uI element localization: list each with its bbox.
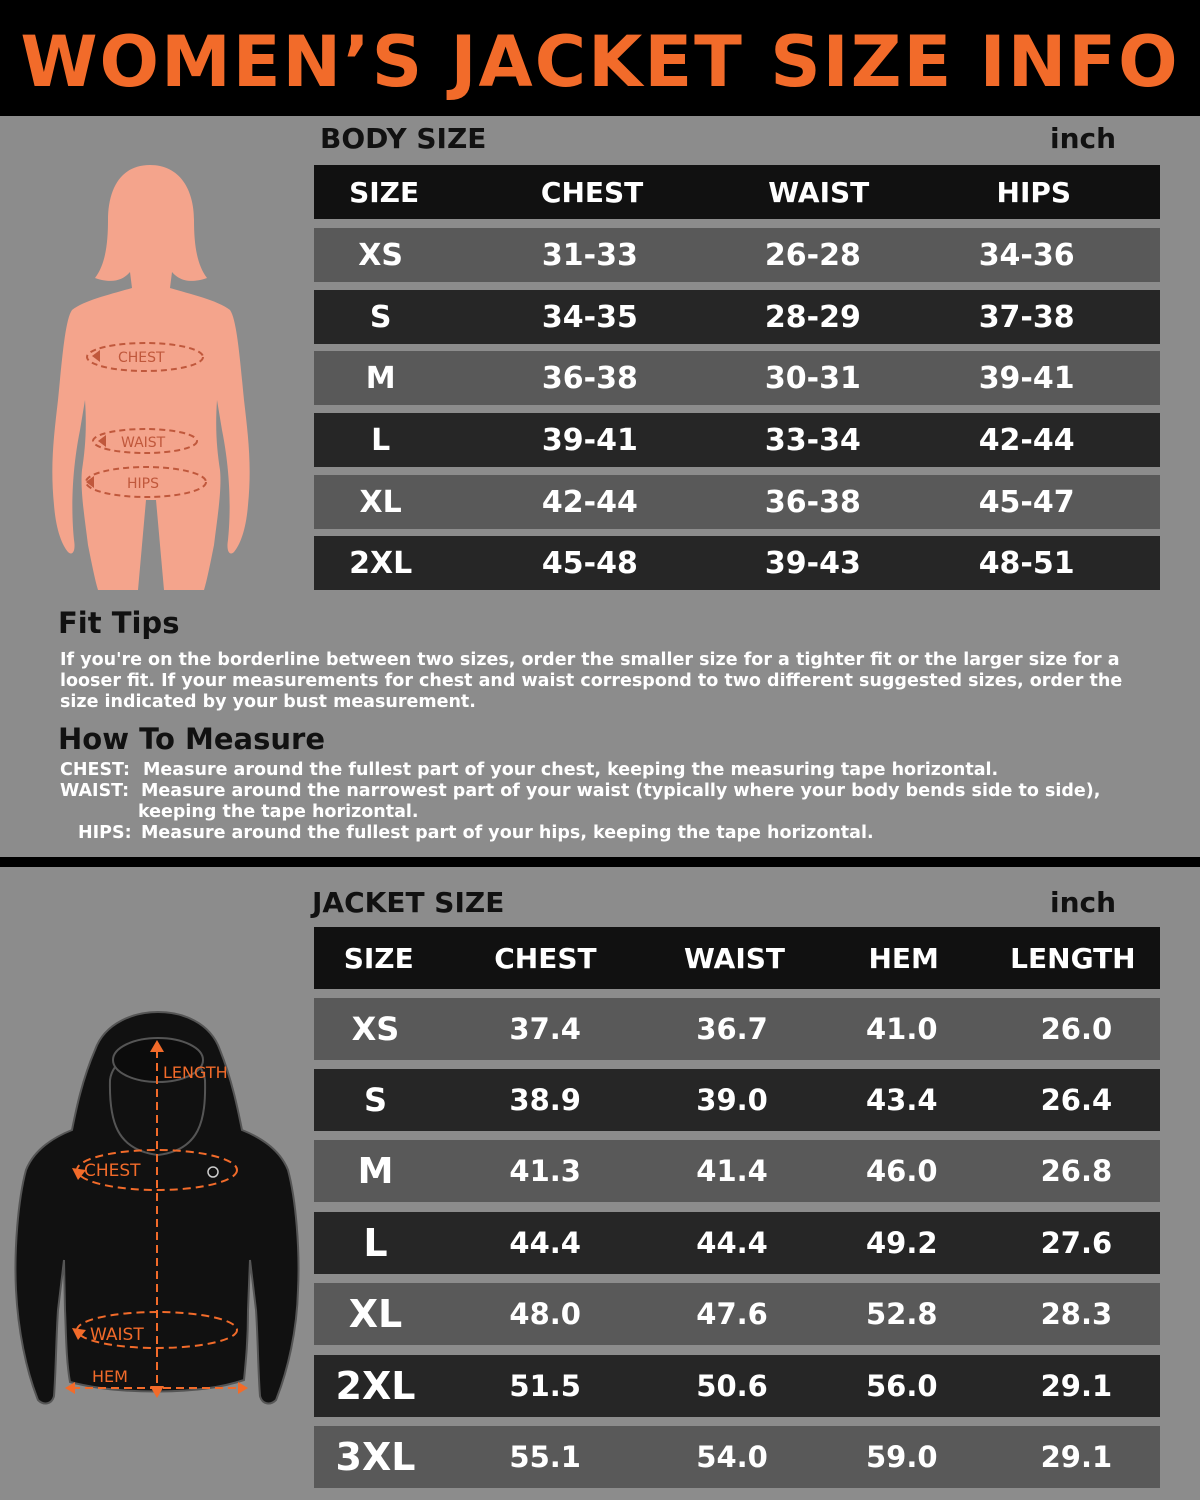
fit-tips-title: Fit Tips [58,606,180,640]
figure-hips-label: HIPS [127,476,159,492]
chest-cell: 34-35 [541,299,638,335]
jacket-size-header-row [314,927,1160,989]
length-cell: 28.3 [1040,1297,1113,1331]
hips-cell: 42-44 [978,422,1075,458]
table-row [314,1426,1160,1488]
size-cell: 2XL [335,1364,416,1408]
measure-chest-text: Measure around the fullest part of your chest, keeping the measuring tape horizontal. [143,760,999,780]
hips-cell: 34-36 [978,237,1075,273]
size-cell: S [369,299,392,335]
table-row [314,351,1160,405]
table-row [314,1355,1160,1417]
waist-cell: 47.6 [696,1297,768,1331]
table-row [314,413,1160,467]
length-cell: 29.1 [1040,1440,1113,1474]
table-row [314,475,1160,529]
waist-cell: 50.6 [696,1369,768,1403]
chest-cell: 37.4 [509,1012,581,1046]
table-row [314,536,1160,590]
table-row [314,998,1160,1060]
header-banner [0,0,1200,116]
hem-cell: 46.0 [865,1154,938,1188]
hem-cell: 49.2 [865,1226,938,1260]
section-divider [0,857,1200,867]
page-title: WOMEN’S JACKET SIZE INFO [20,21,1180,103]
size-cell: 3XL [335,1435,416,1479]
figure-waist-label: WAIST [121,435,166,451]
measure-chest-label: CHEST: [60,760,131,780]
chest-cell: 42-44 [541,484,638,520]
waist-cell: 39-43 [764,545,861,581]
size-cell: L [363,1221,388,1265]
body-size-header-row [314,165,1160,219]
length-cell: 29.1 [1040,1369,1113,1403]
waist-cell: 30-31 [764,360,861,396]
waist-cell: 39.0 [696,1083,768,1117]
table-row [314,1283,1160,1345]
hem-cell: 43.4 [865,1083,938,1117]
chest-cell: 51.5 [509,1369,581,1403]
table-row [314,1140,1160,1202]
body-silhouette-figure [40,160,270,595]
body-size-unit: inch [1050,122,1117,155]
table-row [314,290,1160,344]
hips-cell: 48-51 [978,545,1075,581]
measure-hips-text: Measure around the fullest part of your hips, keeping the tape horizontal. [141,823,874,843]
size-cell: S [363,1081,387,1119]
chest-cell: 41.3 [509,1154,581,1188]
jacket-size-unit: inch [1050,886,1117,919]
jacket-header-hem: HEM [868,941,939,975]
body-header-waist: WAIST [768,175,870,209]
measure-waist-label: WAIST: [60,781,130,801]
chest-cell: 39-41 [541,422,638,458]
hem-cell: 56.0 [865,1369,938,1403]
fit-tips-text: If you're on the borderline between two sizes, order the smaller size for a tighter fit or the larger size for a looser fit. If your measurements for chest and waist correspond to two different suggested sizes, order the size indicated by your bust measurement. [60,650,1123,712]
size-cell: XL [359,484,402,520]
figure-hem-label: HEM [92,1367,128,1386]
hem-cell: 41.0 [865,1012,938,1046]
table-row [314,1212,1160,1274]
jacket-header-chest: CHEST [494,941,597,975]
measure-hips-label: HIPS: [78,823,132,843]
waist-cell: 33-34 [764,422,861,458]
size-cell: 2XL [349,545,413,581]
waist-cell: 36.7 [696,1012,768,1046]
table-row [314,1069,1160,1131]
waist-cell: 36-38 [764,484,861,520]
chest-cell: 48.0 [509,1297,581,1331]
body-header-size: SIZE [349,175,420,209]
hips-cell: 37-38 [978,299,1075,335]
size-cell: XL [348,1292,403,1336]
figure-chest-label: CHEST [84,1161,141,1181]
measure-waist-text: Measure around the narrowest part of your waist (typically where your body bends side to side), [141,781,1101,801]
chest-cell: 38.9 [509,1083,581,1117]
chest-cell: 55.1 [509,1440,581,1474]
length-cell: 26.0 [1040,1012,1113,1046]
hem-cell: 59.0 [865,1440,938,1474]
figure-length-label: LENGTH [163,1063,228,1082]
length-cell: 26.4 [1040,1083,1113,1117]
length-cell: 27.6 [1040,1226,1113,1260]
figure-waist-label: WAIST [90,1325,144,1345]
length-cell: 26.8 [1040,1154,1113,1188]
size-cell: L [371,422,391,458]
chest-cell: 36-38 [541,360,638,396]
measure-waist-text-continued: keeping the tape horizontal. [138,802,419,822]
chest-cell: 44.4 [509,1226,581,1260]
table-row [314,228,1160,282]
hips-cell: 39-41 [978,360,1075,396]
jacket-illustration [10,1010,305,1410]
chest-cell: 31-33 [541,237,638,273]
size-cell: M [365,360,396,396]
waist-cell: 26-28 [764,237,861,273]
size-cell: XS [351,1010,400,1048]
hips-cell: 45-47 [978,484,1075,520]
size-cell: XS [358,237,404,273]
how-to-measure-title: How To Measure [58,722,326,756]
body-header-hips: HIPS [996,175,1072,209]
waist-cell: 41.4 [696,1154,768,1188]
chest-cell: 45-48 [541,545,638,581]
waist-cell: 28-29 [764,299,861,335]
hem-cell: 52.8 [865,1297,938,1331]
size-cell: M [357,1150,394,1192]
jacket-header-waist: WAIST [684,941,785,975]
waist-cell: 54.0 [696,1440,768,1474]
body-size-label: BODY SIZE [320,122,487,155]
body-header-chest: CHEST [540,175,644,209]
jacket-header-length: LENGTH [1010,941,1136,975]
jacket-header-size: SIZE [343,941,414,975]
waist-cell: 44.4 [696,1226,768,1260]
figure-chest-label: CHEST [118,350,165,366]
jacket-size-label: JACKET SIZE [312,886,505,919]
